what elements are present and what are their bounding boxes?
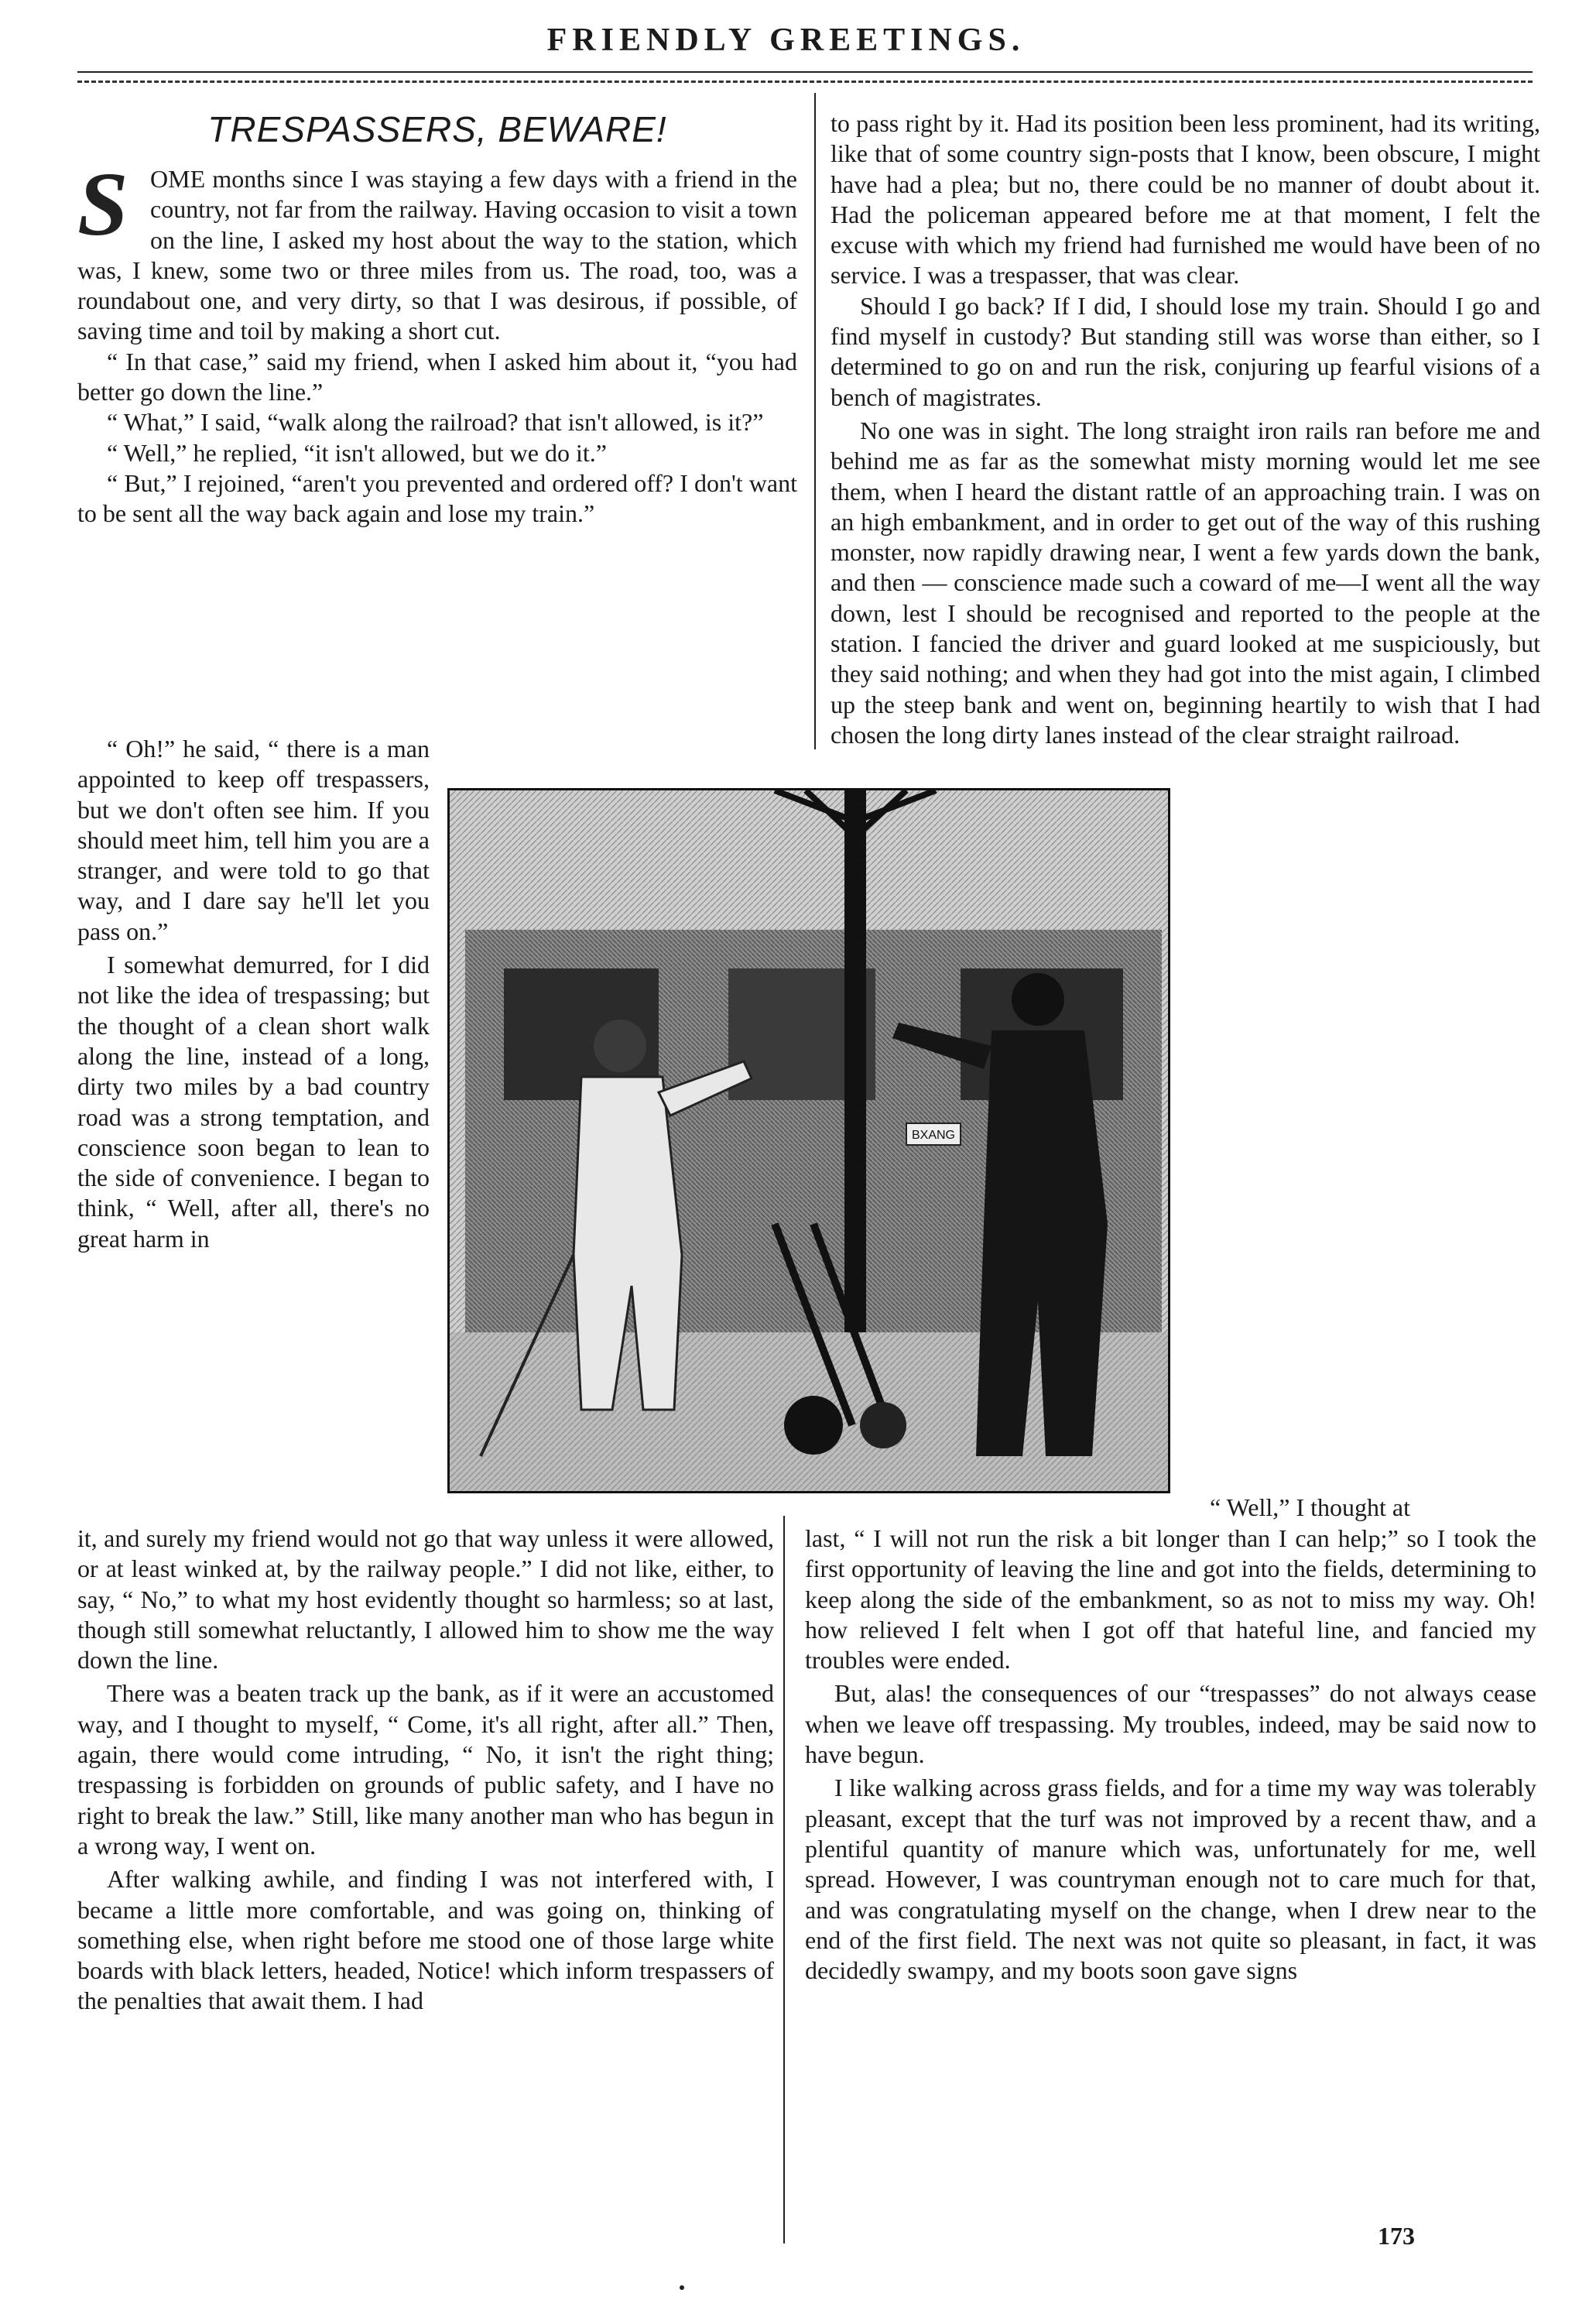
paragraph: Should I go back? If I did, I should lose my train. Should I go and find myself in custody? But standing still was worse than either, so I determined to go on and run the risk, conjuring up fearful visions of a bench of magistrates. xyxy=(831,291,1540,411)
header-rule xyxy=(77,71,1533,73)
paragraph: “ Oh!” he said, “ there is a man appointed to keep off trespassers, but we don't often see him. If you should meet him, tell him you are a stranger, and were told to go that way, and I dare say he'll let you pass on.” xyxy=(77,735,430,945)
paragraph: After walking awhile, and finding I was not interfered with, I became a little more comfortable, and was going on, thinking of something else, when right before me stood one of those large white boards with black letters, headed, Notice! which inform trespassers of the penalties that await them. I had xyxy=(77,1865,774,2015)
paragraph: I somewhat demurred, for I did not like the idea of trespassing; but the thought of a clean short walk along the line, instead of a long, dirty two miles by a bad country road was a strong temptation, and conscience soon began to lean to the side of convenience. I began to think, “ Well, after all, there's no great harm in xyxy=(77,951,430,1253)
paragraph: “ What,” I said, “walk along the railroad? that isn't allowed, is it?” xyxy=(107,408,764,437)
paragraph: it, and surely my friend would not go that way unless it were allowed, or at least winked at, by the railway people.” I did not like, either, to say, “ No,” to what my host evidently thought so harmless; so at last, though still somewhat reluctantly, I allowed him to show me the way down the line. xyxy=(77,1524,774,1674)
railway-scene-image xyxy=(450,790,1168,1491)
right-column-continuation xyxy=(1180,1493,1521,1523)
right-column-bottom xyxy=(805,1524,1536,1986)
paragraph: “ Well,” he replied, “it isn't allowed, but we do it.” xyxy=(107,438,607,467)
small-caps-lead: OME xyxy=(150,165,206,193)
carriage-sign: BXANG xyxy=(911,1129,956,1142)
paragraph: I like walking across grass fields, and for a time my way was tolerably pleasant, except that the turf was not improved by a recent thaw, and a plentiful quantity of manure which was, unfortunately for me, well spread. However, I was countryman enough not to care much for that, and was congratulating myself on the change, when I drew near to the end of the first field. The next was not quite so pleasant, in fact, it was decidedly swampy, and my boots soon gave signs xyxy=(805,1774,1536,1985)
paragraph: But, alas! the consequences of our “trespasses” do not always cease when we leave off trespassing. My troubles, indeed, may be said now to have begun. xyxy=(805,1679,1536,1769)
page-number: 173 xyxy=(1378,2222,1415,2250)
header-dashed-rule xyxy=(77,81,1533,83)
paragraph: “ In that case,” said my friend, when I asked him about it, “you had better go down the line.” xyxy=(77,347,797,406)
opening-paragraph xyxy=(77,153,797,347)
column-divider-top xyxy=(814,93,816,749)
left-column-bottom xyxy=(77,1524,774,2017)
paragraph: to pass right by it. Had its position been less prominent, had its writing, like that of some country sign-posts that I know, been obscure, I might have had a plea; but no, there could be no manner of doubt about it. Had the policeman appeared before me at that moment, I felt the excuse with which my friend had furnished me would have been of no service. I was a trespasser, that was clear. xyxy=(831,109,1540,290)
left-column-top xyxy=(77,153,797,530)
paragraph: last, “ I will not run the risk a bit longer than I can help;” so I took the first opportunity of leaving the line and got into the fields, determining to keep along the side of the embankment, so as not to miss my way. Oh! how relieved I felt when I got off that hateful line, and fancied my troubles were ended. xyxy=(805,1524,1536,1674)
paragraph: No one was in sight. The long straight iron rails ran before me and behind me as far as the somewhat misty morning would let me see them, when I heard the distant rattle of an approaching train. I was on an high embankment, and in order to get out of the way of this rushing monster, now rapidly drawing near, I went a few yards down the bank, and then — conscience made such a coward of me—I went all the way down, lest I should be recognised and reported to the people at the station. I fancied the driver and guard looked at me suspiciously, but they said nothing; and when they had got into the mist again, I climbed up the steep bank and went on, beginning heartily to wish that I had chosen the long dirty lanes instead of the clear straight railroad. xyxy=(831,416,1540,749)
footer-dot xyxy=(680,2285,684,2290)
drop-cap: S xyxy=(77,153,128,255)
paragraph: “ Well,” I thought at xyxy=(1210,1493,1410,1521)
paragraph: “ But,” I rejoined, “aren't you prevented and ordered off? I don't want to be sent all the way back again and lose my train.” xyxy=(77,468,797,528)
paragraph: There was a beaten track up the bank, as if it were an accustomed way, and I thought to myself, “ Come, it's all right, after all.” Then, again, there would come intruding, “ No, it isn't the right thing; trespassing is forbidden on grounds of public safety, and I have no right to break the law.” Still, like many another man who has begun in a wrong way, I went on. xyxy=(77,1679,774,1860)
article-title: TRESPASSERS, BEWARE! xyxy=(207,109,667,149)
page-header: FRIENDLY GREETINGS. xyxy=(546,22,1026,58)
column-divider-bottom xyxy=(783,1516,785,2243)
engraving-illustration xyxy=(447,788,1170,1493)
right-column-top xyxy=(831,108,1540,750)
paragraph-text: months since I was staying a few days with a friend in the country, not far from the railway. Having occasion to visit a town on the line, I asked my host about the way to the station, which was, I knew, some two or three miles from us. The road, too, was a roundabout one, and very dirty, so that I was desirous, if possible, of saving time and toil by making a short cut. xyxy=(77,165,797,345)
left-column-narrow xyxy=(77,734,430,1254)
